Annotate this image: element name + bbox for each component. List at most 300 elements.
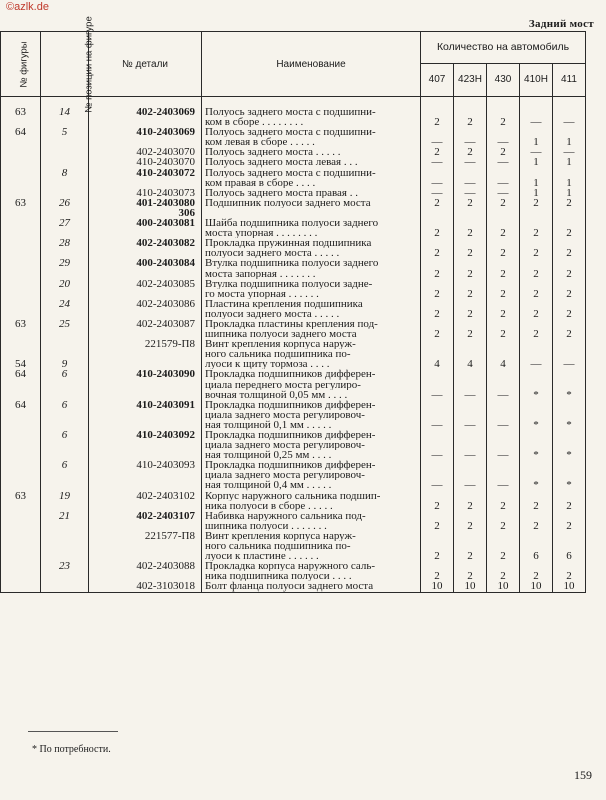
name-cell: ного сальника подшипника по-	[202, 349, 421, 359]
fig-number-cell	[1, 511, 41, 521]
qty-cell	[487, 531, 520, 541]
qty-cell: —	[520, 147, 553, 157]
qty-cell	[553, 531, 586, 541]
fig-number-cell	[1, 178, 41, 188]
qty-cell: 2	[520, 289, 553, 299]
qty-cell	[454, 460, 487, 470]
fig-number-cell	[1, 470, 41, 480]
table-row	[1, 218, 586, 228]
qty-cell	[421, 400, 454, 410]
part-number-cell	[89, 470, 202, 480]
qty-cell: —	[454, 420, 487, 430]
table-row	[1, 157, 586, 167]
qty-cell: 2	[553, 521, 586, 531]
position-cell	[41, 531, 89, 541]
table-row	[1, 359, 586, 369]
qty-cell: 2	[520, 248, 553, 258]
fig-number-cell	[1, 571, 41, 581]
position-cell: 6	[41, 400, 89, 410]
qty-cell	[421, 258, 454, 268]
table-row	[1, 551, 586, 561]
table-row	[1, 198, 586, 208]
table-row	[1, 400, 586, 410]
qty-cell: 2	[553, 309, 586, 319]
fig-number-cell	[1, 228, 41, 238]
name-cell: луоси к пластине . . . . . .	[202, 551, 421, 561]
part-number-cell: 221577-П8	[89, 531, 202, 541]
part-number-cell	[89, 541, 202, 551]
qty-cell: 2	[421, 309, 454, 319]
name-cell: Полуось заднего моста . . . . .	[202, 147, 421, 157]
fig-number-cell	[1, 561, 41, 571]
name-cell: ком в сборе . . . . . . . .	[202, 117, 421, 127]
table-row	[1, 511, 586, 521]
qty-cell: 2	[487, 198, 520, 208]
position-cell: 25	[41, 319, 89, 329]
qty-cell: 2	[553, 248, 586, 258]
table-row	[1, 208, 586, 218]
qty-cell: —	[487, 157, 520, 167]
position-cell	[41, 380, 89, 390]
name-cell: циала заднего моста регулировоч-	[202, 470, 421, 480]
qty-cell: 2	[553, 198, 586, 208]
qty-cell: —	[454, 178, 487, 188]
qty-cell	[553, 460, 586, 470]
name-cell: ника полуоси в сборе . . . . .	[202, 501, 421, 511]
qty-cell: *	[520, 480, 553, 490]
qty-cell: 2	[487, 501, 520, 511]
qty-cell: 1	[520, 188, 553, 198]
qty-cell: 1	[520, 157, 553, 167]
part-number-cell: 410-2403072	[89, 168, 202, 178]
table-row	[1, 279, 586, 289]
name-cell: шипника полуоси заднего моста	[202, 329, 421, 339]
position-cell: 27	[41, 218, 89, 228]
qty-cell: 2	[553, 501, 586, 511]
qty-cell: —	[454, 390, 487, 400]
position-cell	[41, 541, 89, 551]
fig-number-cell: 54	[1, 359, 41, 369]
fig-number-cell: 63	[1, 491, 41, 501]
qty-cell: 2	[553, 228, 586, 238]
name-cell: Прокладка подшипников дифферен-	[202, 430, 421, 440]
table-row	[1, 420, 586, 430]
part-number-cell: 410-2403092	[89, 430, 202, 440]
qty-cell: 2	[520, 501, 553, 511]
name-cell: Втулка подшипника полуоси задне-	[202, 279, 421, 289]
qty-cell: 2	[487, 228, 520, 238]
name-cell: Прокладка подшипников дифферен-	[202, 460, 421, 470]
part-number-cell	[89, 410, 202, 420]
fig-number-cell	[1, 248, 41, 258]
qty-cell: —	[487, 450, 520, 460]
name-cell: циала заднего моста регулировоч-	[202, 410, 421, 420]
qty-cell: 1	[553, 188, 586, 198]
position-cell: 28	[41, 238, 89, 248]
qty-cell: —	[454, 480, 487, 490]
qty-cell: *	[520, 420, 553, 430]
header-model: 407	[421, 63, 454, 96]
part-number-cell: 400-2403084	[89, 258, 202, 268]
fig-number-cell	[1, 269, 41, 279]
qty-cell: 2	[454, 521, 487, 531]
name-cell: Полуось заднего моста с подшипни-	[202, 127, 421, 137]
qty-cell: 2	[487, 289, 520, 299]
qty-cell: 1	[553, 157, 586, 167]
qty-cell	[421, 339, 454, 349]
qty-cell	[487, 400, 520, 410]
name-cell: луоси к щиту тормоза . . . .	[202, 359, 421, 369]
qty-cell: 2	[421, 329, 454, 339]
qty-cell: —	[520, 359, 553, 369]
qty-cell: 2	[454, 501, 487, 511]
table-row	[1, 349, 586, 359]
fig-number-cell	[1, 450, 41, 460]
table-row	[1, 369, 586, 379]
fig-number-cell	[1, 420, 41, 430]
name-cell: Болт фланца полуоси заднего моста	[202, 581, 421, 592]
qty-cell: —	[487, 480, 520, 490]
qty-cell: 2	[454, 269, 487, 279]
position-cell	[41, 581, 89, 592]
table-row	[1, 258, 586, 268]
fig-number-cell	[1, 339, 41, 349]
qty-cell	[421, 460, 454, 470]
qty-cell: 2	[421, 248, 454, 258]
qty-cell: 2	[421, 521, 454, 531]
qty-cell: —	[421, 188, 454, 198]
name-cell: шипника полуоси . . . . . . .	[202, 521, 421, 531]
part-number-cell: 410-2403069	[89, 127, 202, 137]
fig-number-cell	[1, 147, 41, 157]
fig-number-cell	[1, 410, 41, 420]
part-number-cell: 402-2403086	[89, 299, 202, 309]
qty-cell: 10	[487, 581, 520, 592]
fig-number-cell	[1, 279, 41, 289]
qty-cell: —	[454, 137, 487, 147]
qty-cell: 10	[520, 581, 553, 592]
qty-cell: —	[553, 359, 586, 369]
qty-cell: 2	[520, 269, 553, 279]
qty-cell	[520, 258, 553, 268]
qty-cell	[553, 208, 586, 218]
part-number-cell: 401-2403080	[89, 198, 202, 208]
qty-cell: —	[454, 450, 487, 460]
table-row	[1, 188, 586, 198]
qty-cell: 2	[454, 309, 487, 319]
header-model: 410Н	[520, 63, 553, 96]
qty-cell: 2	[454, 289, 487, 299]
position-cell	[41, 178, 89, 188]
qty-cell: 2	[553, 289, 586, 299]
name-cell: Прокладка корпуса наружного саль-	[202, 561, 421, 571]
position-cell: 8	[41, 168, 89, 178]
fig-number-cell	[1, 299, 41, 309]
table-row	[1, 309, 586, 319]
qty-cell	[454, 430, 487, 440]
position-cell	[41, 470, 89, 480]
qty-cell	[454, 369, 487, 379]
table-body	[1, 97, 586, 593]
qty-cell: 2	[454, 329, 487, 339]
qty-cell: 2	[421, 551, 454, 561]
qty-cell: —	[487, 420, 520, 430]
qty-cell	[454, 208, 487, 218]
qty-cell	[421, 531, 454, 541]
qty-cell: 2	[520, 309, 553, 319]
name-cell: ного сальника подшипника по-	[202, 541, 421, 551]
part-number-cell: 221579-П8	[89, 339, 202, 349]
part-number-cell: 410-2403091	[89, 400, 202, 410]
fig-number-cell	[1, 501, 41, 511]
name-cell: Полуось заднего моста правая . .	[202, 188, 421, 198]
part-number-cell: 400-2403081	[89, 218, 202, 228]
qty-cell: 2	[421, 228, 454, 238]
table-row	[1, 581, 586, 592]
header-qty: Количество на автомобиль	[421, 32, 586, 64]
qty-cell: 4	[487, 359, 520, 369]
fig-number-cell	[1, 258, 41, 268]
name-cell: ная толщиной 0,4 мм . . . . .	[202, 480, 421, 490]
fig-number-cell	[1, 430, 41, 440]
header-model: 430	[487, 63, 520, 96]
qty-cell: 2	[520, 571, 553, 581]
name-cell: моста запорная . . . . . . .	[202, 269, 421, 279]
position-cell: 23	[41, 561, 89, 571]
position-cell	[41, 147, 89, 157]
name-cell: Прокладка пластины крепления под-	[202, 319, 421, 329]
name-cell: полуоси заднего моста . . . . .	[202, 309, 421, 319]
part-number-cell: 402-2403085	[89, 279, 202, 289]
qty-cell	[454, 339, 487, 349]
qty-cell	[520, 460, 553, 470]
qty-cell: —	[454, 157, 487, 167]
name-cell: го моста упорная . . . . . .	[202, 289, 421, 299]
name-cell: моста упорная . . . . . . . .	[202, 228, 421, 238]
table-row	[1, 480, 586, 490]
header-pos-no: № позиции на фигуре	[41, 32, 89, 97]
qty-cell	[421, 430, 454, 440]
qty-cell	[487, 369, 520, 379]
table-row	[1, 319, 586, 329]
part-number-cell	[89, 380, 202, 390]
position-cell: 6	[41, 430, 89, 440]
table-row	[1, 117, 586, 127]
qty-cell	[454, 258, 487, 268]
qty-cell: 10	[421, 581, 454, 592]
fig-number-cell	[1, 521, 41, 531]
qty-cell	[553, 339, 586, 349]
fig-number-cell	[1, 208, 41, 218]
table-row	[1, 248, 586, 258]
page-number: 159	[574, 768, 592, 782]
qty-cell: 2	[421, 147, 454, 157]
qty-cell	[487, 208, 520, 218]
table-row	[1, 339, 586, 349]
qty-cell: *	[553, 390, 586, 400]
name-cell: ком левая в сборе . . . . .	[202, 137, 421, 147]
part-number-cell: 402-3103018	[89, 581, 202, 592]
part-number-cell: 410-2403070	[89, 157, 202, 167]
qty-cell: *	[553, 450, 586, 460]
qty-cell: 1	[553, 178, 586, 188]
qty-cell: 2	[454, 571, 487, 581]
fig-number-cell: 63	[1, 319, 41, 329]
qty-cell	[520, 208, 553, 218]
part-number-cell: 410-2403093	[89, 460, 202, 470]
qty-cell: 2	[487, 147, 520, 157]
name-cell: циала переднего моста регулиро-	[202, 380, 421, 390]
qty-cell: —	[553, 117, 586, 127]
qty-cell: 1	[520, 137, 553, 147]
qty-cell	[520, 531, 553, 541]
name-cell: полуоси заднего моста . . . . .	[202, 248, 421, 258]
position-cell	[41, 410, 89, 420]
name-cell: Пластина крепления подшипника	[202, 299, 421, 309]
qty-cell	[454, 531, 487, 541]
qty-cell: 2	[520, 228, 553, 238]
qty-cell: 4	[454, 359, 487, 369]
position-cell: 6	[41, 369, 89, 379]
name-cell: Винт крепления корпуса наруж-	[202, 339, 421, 349]
position-cell: 6	[41, 460, 89, 470]
qty-cell	[520, 339, 553, 349]
qty-cell	[520, 430, 553, 440]
table-row	[1, 390, 586, 400]
name-cell	[202, 208, 421, 218]
table-row	[1, 238, 586, 248]
qty-cell: 2	[520, 198, 553, 208]
qty-cell: 2	[487, 329, 520, 339]
fig-number-cell	[1, 157, 41, 167]
name-cell: Подшипник полуоси заднего моста	[202, 198, 421, 208]
qty-cell: 2	[454, 228, 487, 238]
qty-cell	[553, 258, 586, 268]
qty-cell: 2	[487, 309, 520, 319]
table-row	[1, 501, 586, 511]
fig-number-cell	[1, 137, 41, 147]
position-cell	[41, 440, 89, 450]
fig-number-cell: 63	[1, 198, 41, 208]
table-row	[1, 450, 586, 460]
part-number-cell: 402-2403088	[89, 561, 202, 571]
position-cell: 20	[41, 279, 89, 289]
fig-number-cell	[1, 531, 41, 541]
fig-number-cell	[1, 238, 41, 248]
qty-cell	[520, 369, 553, 379]
name-cell: Набивка наружного сальника под-	[202, 511, 421, 521]
table-row	[1, 521, 586, 531]
name-cell: вочная толщиной 0,05 мм . . . .	[202, 390, 421, 400]
name-cell: Шайба подшипника полуоси заднего	[202, 218, 421, 228]
footnote: * По потребности.	[32, 744, 111, 755]
name-cell: Полуось заднего моста левая . . .	[202, 157, 421, 167]
qty-cell: 2	[487, 551, 520, 561]
part-number-cell: 410-2403073	[89, 188, 202, 198]
qty-cell: 2	[454, 117, 487, 127]
position-cell: 21	[41, 511, 89, 521]
qty-cell: 2	[421, 501, 454, 511]
position-cell: 5	[41, 127, 89, 137]
table-row	[1, 430, 586, 440]
qty-cell: —	[487, 390, 520, 400]
qty-cell: 1	[520, 178, 553, 188]
table-row	[1, 329, 586, 339]
qty-cell: 2	[487, 117, 520, 127]
fig-number-cell	[1, 168, 41, 178]
table-row	[1, 289, 586, 299]
qty-cell: 2	[421, 269, 454, 279]
table-row	[1, 269, 586, 279]
position-cell: 9	[41, 359, 89, 369]
part-number-cell: 402-2403102	[89, 491, 202, 501]
qty-cell	[454, 400, 487, 410]
qty-cell: 6	[520, 551, 553, 561]
qty-cell	[487, 258, 520, 268]
part-number-cell: 410-2403090	[89, 369, 202, 379]
name-cell: ная толщиной 0,25 мм . . . .	[202, 450, 421, 460]
qty-cell: 10	[553, 581, 586, 592]
qty-cell: 2	[487, 571, 520, 581]
qty-cell: 2	[487, 248, 520, 258]
qty-cell: 2	[487, 269, 520, 279]
position-cell	[41, 521, 89, 531]
fig-number-cell	[1, 329, 41, 339]
watermark: ©azlk.de	[6, 1, 49, 13]
fig-number-cell	[1, 541, 41, 551]
qty-cell: 2	[553, 571, 586, 581]
header-model: 411	[553, 63, 586, 96]
qty-cell	[421, 208, 454, 218]
qty-cell: —	[421, 420, 454, 430]
qty-cell: —	[421, 157, 454, 167]
fig-number-cell	[1, 551, 41, 561]
fig-number-cell	[1, 581, 41, 592]
header-name: Наименование	[202, 32, 421, 97]
part-number-cell: 402-2403087	[89, 319, 202, 329]
position-cell	[41, 137, 89, 147]
qty-cell: 4	[421, 359, 454, 369]
qty-cell	[520, 400, 553, 410]
fig-number-cell	[1, 289, 41, 299]
position-cell: 14	[41, 107, 89, 117]
qty-cell: —	[487, 188, 520, 198]
part-number-cell	[89, 440, 202, 450]
qty-cell: —	[421, 450, 454, 460]
qty-cell: *	[520, 450, 553, 460]
table-row	[1, 228, 586, 238]
footnote-rule	[28, 731, 118, 732]
position-cell: 29	[41, 258, 89, 268]
qty-cell: 2	[520, 329, 553, 339]
qty-cell: 2	[421, 117, 454, 127]
position-cell: 19	[41, 491, 89, 501]
fig-number-cell: 64	[1, 369, 41, 379]
qty-cell: —	[520, 117, 553, 127]
name-cell: Полуось заднего моста с подшипни-	[202, 107, 421, 117]
fig-number-cell: 64	[1, 400, 41, 410]
qty-cell: 10	[454, 581, 487, 592]
part-number-cell	[89, 349, 202, 359]
table-row	[1, 561, 586, 571]
fig-number-cell	[1, 380, 41, 390]
name-cell: Прокладка подшипников дифферен-	[202, 369, 421, 379]
part-number-cell: 402-2403107	[89, 511, 202, 521]
qty-cell: 2	[454, 248, 487, 258]
fig-number-cell	[1, 440, 41, 450]
qty-cell	[421, 369, 454, 379]
qty-cell: 2	[454, 551, 487, 561]
